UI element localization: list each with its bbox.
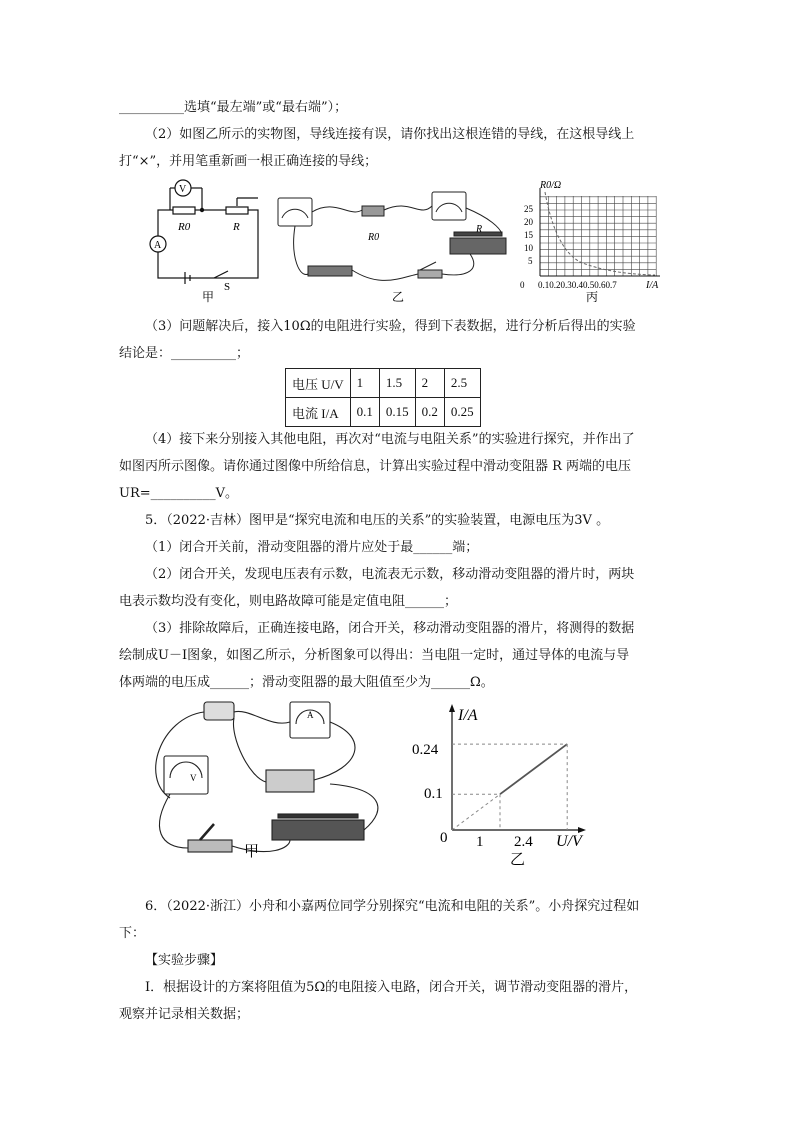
q5-part3-line1: （3）排除故障后，正确连接电路，闭合开关，移动滑动变阻器的滑片，将测得的数据 xyxy=(145,621,635,636)
q6-line1: 6．（2022·浙江）小舟和小嘉两位同学分别探究“电流和电阻的关系”。小舟探究过程如 xyxy=(145,899,640,914)
ytick-5: 5 xyxy=(528,256,533,266)
ytick-0: 0 xyxy=(520,280,525,290)
ui-xtick-1: 1 xyxy=(476,834,484,850)
q5-part3-line2: 绘制成U－I图象，如图乙所示，分析图象可以得出：当电阻一定时，通过导体的电流与导 xyxy=(119,648,630,663)
table-cell: 0.15 xyxy=(379,398,415,427)
q5-figures-row xyxy=(140,698,610,866)
ui-xlabel: U/V xyxy=(556,833,582,850)
ytick-20: 20 xyxy=(524,217,533,227)
q4-part4-line3: UR=__________V。 xyxy=(119,486,239,501)
circuit-figures-row xyxy=(140,178,680,308)
table-row xyxy=(286,369,481,398)
ui-dash-extension xyxy=(452,794,500,830)
graph-bing-ylabel: R0/Ω xyxy=(540,180,562,191)
q5-ammeter-label: A xyxy=(307,710,314,720)
ui-data-line xyxy=(500,744,567,794)
ytick-10: 10 xyxy=(524,243,533,253)
yi-r-label: R xyxy=(476,224,483,235)
table-cell: 0.1 xyxy=(350,398,379,427)
q4-part2-line1: （2）如图乙所示的实物图，导线连接有误，请你找出这根连错的导线，在这根导线上 xyxy=(145,127,635,142)
q5-part2-line2: 电表示数均没有变化，则电路故障可能是定值电阻______； xyxy=(119,594,458,609)
q6-step1-line1: Ⅰ．根据设计的方案将阻值为5Ω的电阻接入电路，闭合开关，调节滑动变阻器的滑片， xyxy=(145,980,638,995)
q4-part4-line2: 如图丙所示图像。请你通过图像中所给信息，计算出实验过程中滑动变阻器 R 两端的电压 xyxy=(119,459,632,474)
ui-ytick-01: 0.1 xyxy=(424,786,443,802)
table-cell: 电压 U/V xyxy=(286,369,351,398)
q5-figure-jia-label: 甲 xyxy=(244,844,260,860)
q4-part3-line1: （3）问题解决后，接入10Ω的电阻进行实验，得到下表数据，进行分析后得出的实验 xyxy=(145,319,636,334)
graph-bing xyxy=(540,188,660,276)
r0-label: R0 xyxy=(178,221,191,233)
q5-part3-line3: 体两端的电压成______；滑动变阻器的最大阻值至少为______Ω。 xyxy=(119,675,494,690)
switch-label: S xyxy=(224,281,231,293)
q4-part3-line2: 结论是：__________； xyxy=(119,346,250,361)
apparatus-yi xyxy=(278,192,506,280)
r-label: R xyxy=(233,221,240,233)
q5-figure-yi-label: 乙 xyxy=(510,852,526,866)
figure-bing-label: 丙 xyxy=(586,290,599,304)
q6-heading: 【实验步骤】 xyxy=(145,953,224,968)
graph-bing-xlabel: I/A xyxy=(646,280,659,291)
q4-line1: __________选填“最左端”或“最右端”）； xyxy=(119,100,348,115)
xticks-bing: 0.10.20.30.40.50.60.7 xyxy=(538,280,617,290)
q4-part2-line2: 打“×”，并用笔重新画一根正确连接的导线； xyxy=(119,154,378,169)
q6-step1-line2: 观察并记录相关数据； xyxy=(119,1007,250,1022)
table-cell: 1.5 xyxy=(379,369,415,398)
table-cell: 0.25 xyxy=(444,398,480,427)
figure-yi-label: 乙 xyxy=(392,290,405,304)
ui-origin: 0 xyxy=(440,830,448,846)
voltmeter-label: V xyxy=(179,184,187,195)
q6-line2: 下： xyxy=(119,926,146,941)
ui-ytick-024: 0.24 xyxy=(412,742,439,758)
q5-intro: 5．（2022·吉林）图甲是“探究电流和电压的关系”的实验装置，电源电压为3V 。 xyxy=(145,513,610,528)
table-cell: 0.2 xyxy=(415,398,444,427)
q5-voltmeter-label: V xyxy=(190,773,197,783)
circuit-diagram-jia xyxy=(150,180,258,284)
q4-part4-line1: （4）接下来分别接入其他电阻，再次对“电流与电阻关系”的实验进行探究，并作出了 xyxy=(145,432,635,447)
table-cell: 电流 I/A xyxy=(286,398,351,427)
ammeter-label: A xyxy=(154,240,162,251)
ui-ylabel: I/A xyxy=(458,707,478,724)
figure-jia-label: 甲 xyxy=(202,290,215,304)
ui-xtick-24: 2.4 xyxy=(514,834,533,850)
data-table xyxy=(285,368,481,427)
table-cell: 2 xyxy=(415,369,444,398)
q5-part2-line1: （2）闭合开关，发现电压表有示数，电流表无示数，移动滑动变阻器的滑片时，两块 xyxy=(145,567,635,582)
q5-part1: （1）闭合开关前，滑动变阻器的滑片应处于最______端； xyxy=(145,540,479,555)
yi-r0-label: R0 xyxy=(368,232,380,243)
table-cell: 2.5 xyxy=(444,369,480,398)
ytick-25: 25 xyxy=(524,204,533,214)
ytick-15: 15 xyxy=(524,230,533,240)
table-row xyxy=(286,398,481,427)
table-cell: 1 xyxy=(350,369,379,398)
